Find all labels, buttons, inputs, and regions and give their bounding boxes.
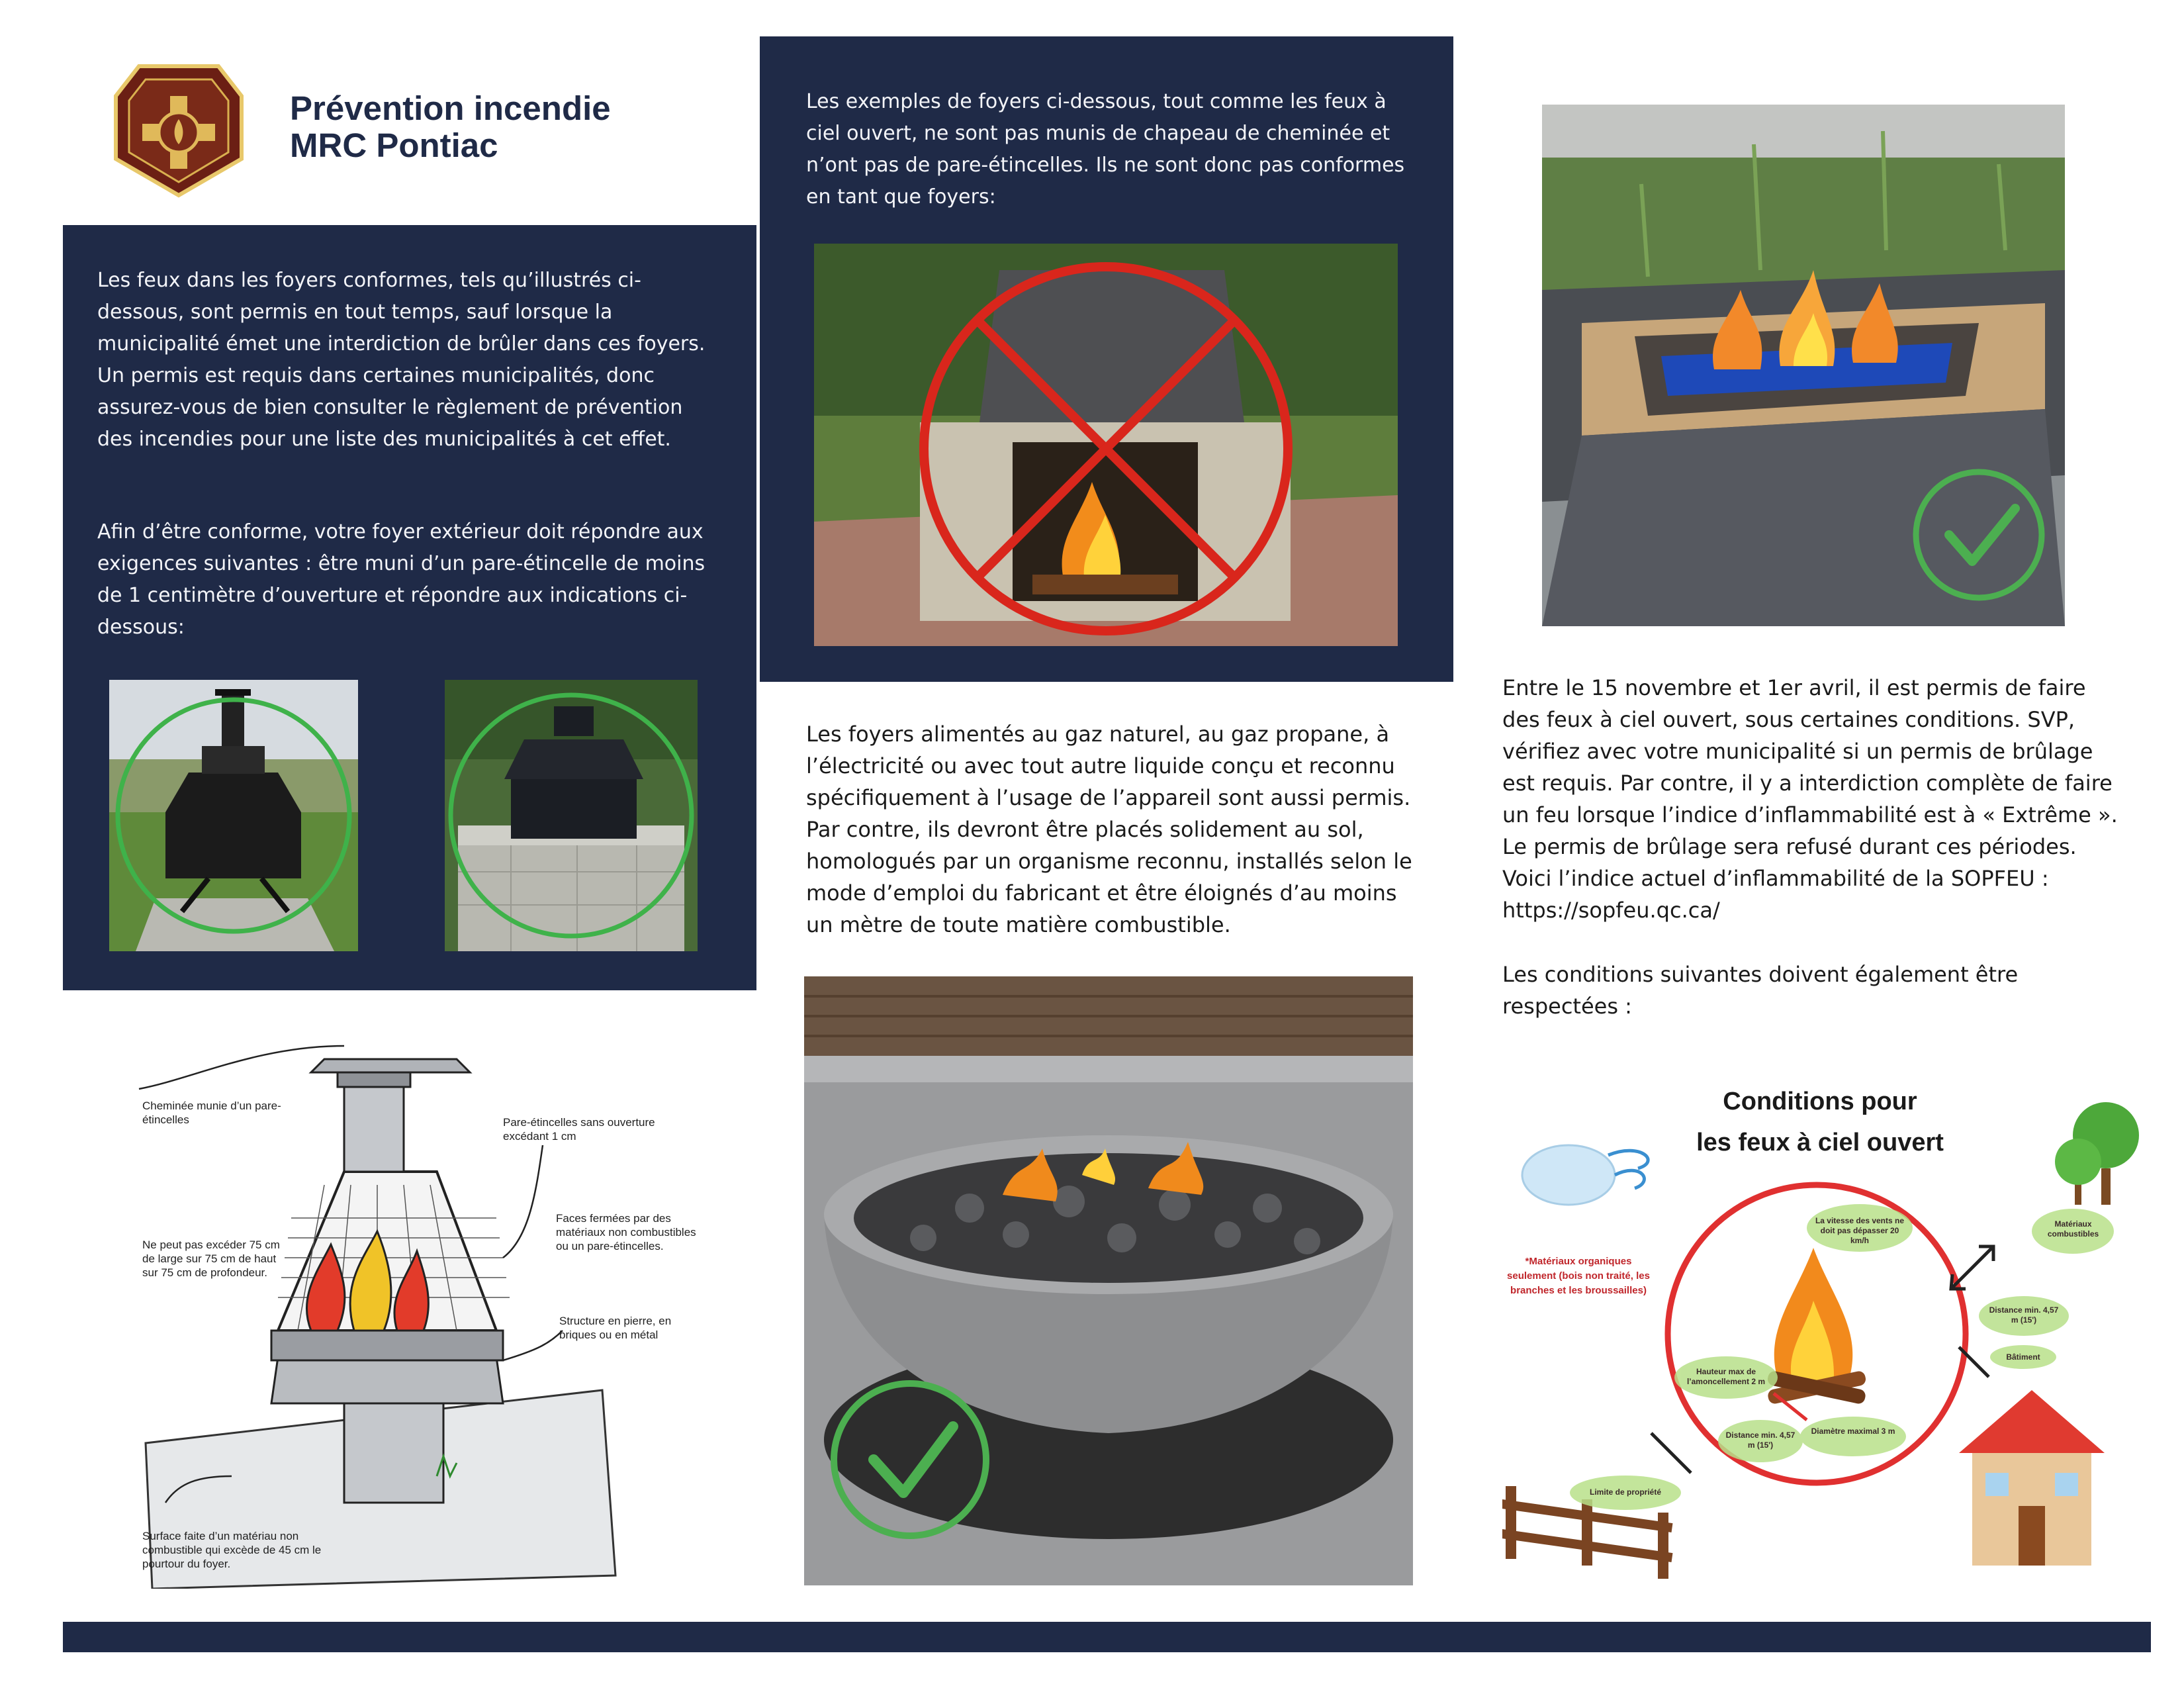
organic-materials-label: *Matériaux organiques seulement (bois non traité, les branches et les broussailles)	[1507, 1256, 1650, 1296]
compliant-foyers-panel	[63, 225, 756, 990]
open-fire-season-text: Entre le 15 novembre et 1er avril, il est permis de faire des feux à ciel ouvert, sous certaines conditions. SVP, vérifiez avec votre municipalité si un permis de brûlage est requis. Par contre, il y a interdiction complète de faire un feu lorsque l’indice d’inflammabilité est à « Extrême ». Le permis de brûlage sera refusé durant ces périodes. Voici l’indice actuel d’inflammabilité de la SOPFEU : https://sopfeu.qc.ca/	[1502, 675, 2118, 923]
building-label: Bâtiment	[2006, 1352, 2040, 1362]
label-chimney: Cheminée munie d’un pare-étincelles	[142, 1100, 281, 1126]
campfire-icon	[1766, 1248, 1867, 1405]
combustible-materials-label: Matériaux combustibles	[2047, 1219, 2099, 1239]
wind-cloud-icon	[1522, 1145, 1648, 1205]
label-closed-faces: Faces fermées par des matériaux non combustibles ou un pare-étincelles.	[556, 1212, 696, 1252]
gas-fire-bowl-photo	[804, 976, 1413, 1585]
house-icon	[1959, 1390, 2105, 1566]
page-title	[290, 90, 611, 164]
requirements-text: Afin d’être conforme, votre foyer extérieur doit répondre aux exigences suivantes : être muni d’un pare-étincelle de moins de 1 centimètre d’ouverture et répondre aux indications ci-dessous:	[97, 520, 705, 639]
distance-materials-label: Distance min. 4,57 m (15')	[1989, 1305, 2059, 1325]
property-limit-label: Limite de propriété	[1589, 1487, 1662, 1497]
wind-speed-label: La vitesse des vents ne doit pas dépasser 20 km/h	[1815, 1216, 1905, 1245]
footer-bar	[63, 1622, 2151, 1652]
compliant-foyer-photo-2	[445, 680, 698, 951]
non-compliant-foyer-photo	[814, 244, 1398, 646]
compliant-foyer-photo-1	[109, 680, 358, 951]
label-structure: Structure en pierre, en briques ou en métal	[559, 1315, 672, 1341]
title-line-2: MRC Pontiac	[290, 126, 498, 164]
conditions-intro-text: Les conditions suivantes doivent également être respectées :	[1502, 962, 2019, 1019]
label-surface: Surface faite d’un matériau non combustible qui excède de 45 cm le pourtour du foyer.	[142, 1530, 322, 1570]
gas-fire-pit-photo	[1542, 105, 2065, 626]
non-compliant-text: Les exemples de foyers ci-dessous, tout comme les feux à ciel ouvert, ne sont pas munis de chapeau de cheminée et n’ont pas de pare-étincelles. Ils ne sont donc pas conformes en tant que foyers:	[806, 90, 1405, 209]
label-size-limit: Ne peut pas excéder 75 cm de large sur 75 cm de haut sur 75 cm de profondeur.	[142, 1239, 280, 1279]
title-line-1: Prévention incendie	[290, 89, 611, 127]
open-fire-conditions-infographic	[1502, 1076, 2164, 1592]
conditions-title-line-1: Conditions pour	[1723, 1088, 1917, 1115]
conditions-title-line-2: les feux à ciel ouvert	[1696, 1129, 1944, 1156]
compliant-foyers-text: Les feux dans les foyers conformes, tels qu’illustrés ci-dessous, sont permis en tout temps, sauf lorsque la municipalité émet une interdiction de brûler dans ces foyers. Un permis est requis dans certaines municipalités, donc assurez-vous de bien consulter le règlement de prévention des incendies pour une liste des municipalités à cet effet.	[97, 269, 705, 451]
compliant-foyer-diagram	[126, 1019, 708, 1589]
fire-department-logo	[109, 60, 248, 199]
fire-department-badge-icon	[109, 60, 248, 199]
trees-icon	[2055, 1102, 2139, 1205]
distance-property-label: Distance min. 4,57 m (15')	[1725, 1430, 1796, 1450]
pile-height-label: Hauteur max de l’amoncellement 2 m	[1686, 1367, 1766, 1386]
non-compliant-panel	[760, 36, 1453, 682]
max-diameter-label: Diamètre maximal 3 m	[1811, 1427, 1895, 1436]
label-spark-arrester: Pare-étincelles sans ouverture excédant 1 cm	[503, 1116, 655, 1143]
gas-foyers-text: Les foyers alimentés au gaz naturel, au gaz propane, à l’électricité ou avec tout autre liquide conçu et reconnu spécifiquement à l’usage de l’appareil sont aussi permis. Par contre, ils devront être placés solidement au sol, homologués par un organisme reconnu, installés selon le mode d’emploi du fabricant et être éloignés d’au moins un mètre de toute matière combustible.	[806, 722, 1412, 937]
